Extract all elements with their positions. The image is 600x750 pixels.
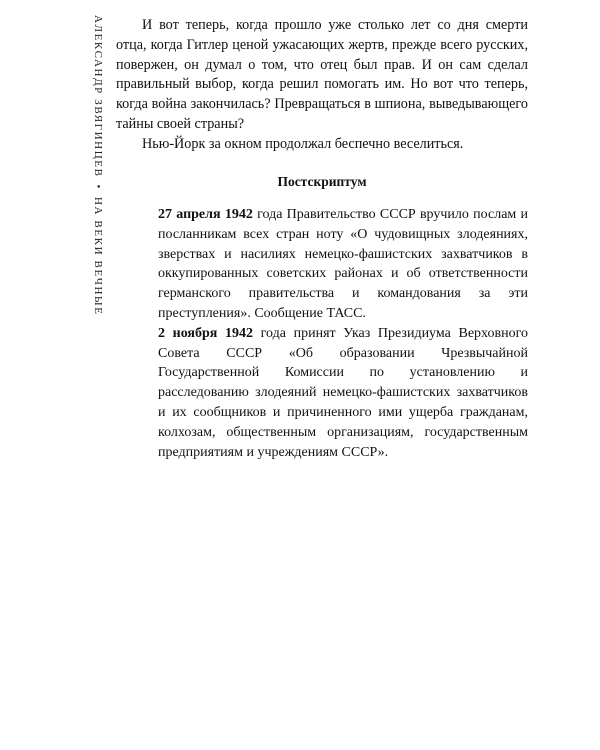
postscript-title: Постскриптум bbox=[277, 174, 367, 189]
postscript-section bbox=[158, 205, 528, 462]
body-paragraph-2: Нью-Йорк за окном продолжал беспечно веселиться. bbox=[142, 135, 464, 152]
running-head-title: НА ВЕКИ ВЕЧНЫЕ bbox=[92, 196, 104, 316]
postscript-entry-1-text: года Правительство СССР вручило послам и посланникам всех стран ноту «О чудовищных злодеяниях, зверствах и насилиях немецко-фашистских захватчиков в оккупированных советских районах и об ответственности германского правительства и командования за эти преступления». Сообщение ТАСС. bbox=[158, 207, 529, 321]
postscript-entry-2 bbox=[158, 324, 528, 463]
running-head-separator: • bbox=[92, 184, 104, 190]
body-text bbox=[116, 16, 528, 155]
postscript-entry-2-date: 2 ноября 1942 bbox=[158, 325, 254, 341]
running-head bbox=[92, 15, 104, 316]
postscript-entry-1-date: 27 апреля 1942 bbox=[158, 207, 253, 222]
postscript-entry-1 bbox=[158, 205, 528, 324]
postscript-entry-2-text: года принят Указ Президиума Верховного Совета СССР «Об образовании Чрезвычайной Государственной Комиссии по установлению и расследованию злодеяний немецко-фашистских захватчиков и их сообщников и причиненного ими ущерба гражданам, колхозам, общественным организациям, государственным предприятиям и учреждениям СССР». bbox=[158, 325, 529, 460]
body-paragraph-1: И вот теперь, когда прошло уже столько лет со дня смерти отца, когда Гитлер ценой ужасающих жертв, прежде всего русских, повержен, он думал о том, что отец был прав. И он сам сделал правильный выбор, когда решил помогать им. Но вот что теперь, когда война закончилась? Превращаться в шпиона, выведывающего тайны своей страны? bbox=[116, 17, 528, 132]
running-head-author: АЛЕКСАНДР ЗВЯГИНЦЕВ bbox=[92, 15, 104, 178]
